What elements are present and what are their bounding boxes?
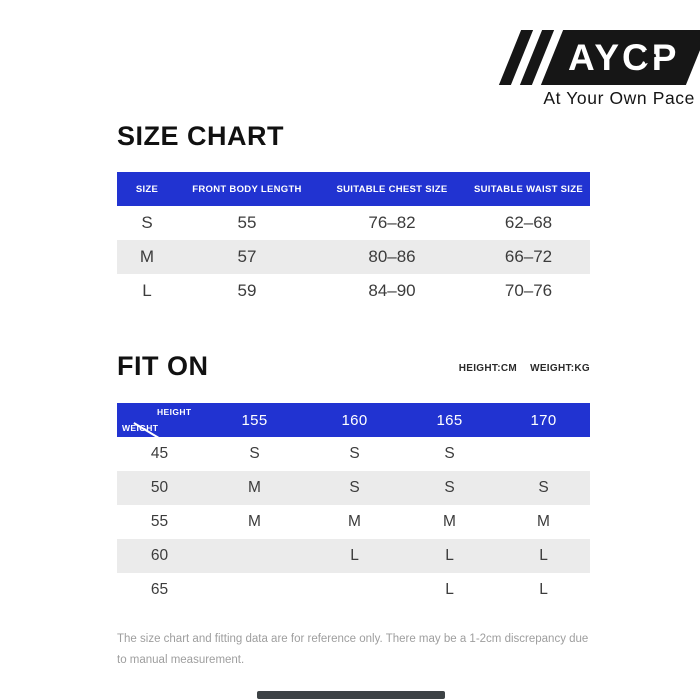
fit-size: M <box>248 513 261 530</box>
fit-size: S <box>349 445 360 462</box>
length-value: 57 <box>237 247 257 266</box>
fit-size: S <box>249 445 260 462</box>
table-row <box>117 274 590 308</box>
weight-unit-label: WEIGHT:KG <box>530 363 590 374</box>
fit-size: L <box>539 547 548 564</box>
fit-size: L <box>445 581 454 598</box>
waist-value: 62–68 <box>504 213 553 232</box>
fit-size: S <box>538 479 549 496</box>
weight-label: 65 <box>150 581 169 598</box>
fit-size: M <box>248 479 261 496</box>
col-header-waist-size: SUITABLE WAIST SIZE <box>474 183 583 195</box>
table-row <box>117 505 590 539</box>
chest-value: 80–86 <box>368 247 416 266</box>
weight-label: 55 <box>150 513 169 530</box>
bottom-peek-bar <box>257 691 445 699</box>
logo-letter-p: P <box>651 37 679 78</box>
col-header-front-body-length: FRONT BODY LENGTH <box>192 183 302 195</box>
corner-height-label: HEIGHT <box>157 407 192 417</box>
disclaimer-line-1: The size chart and fitting data are for reference only. There may be a 1-2cm discrepancy due <box>117 633 589 645</box>
waist-value: 70–76 <box>504 281 553 300</box>
logo-wordmark-plate <box>540 30 700 85</box>
size-chart-title: SIZE CHART <box>117 121 284 151</box>
fit-on-table <box>117 403 590 607</box>
height-col-170: 170 <box>530 411 557 429</box>
chest-value: 76–82 <box>368 213 416 232</box>
table-row <box>117 573 590 607</box>
size-value: M <box>139 247 155 266</box>
fit-size: M <box>537 513 550 530</box>
size-value: S <box>141 213 153 232</box>
disclaimer-note <box>117 629 607 671</box>
corner-weight-label: WEIGHT <box>122 423 159 433</box>
fit-size: S <box>444 445 455 462</box>
size-value: L <box>142 281 152 300</box>
fit-size: M <box>443 513 456 530</box>
col-header-chest-size: SUITABLE CHEST SIZE <box>336 183 448 195</box>
length-value: 55 <box>237 213 257 232</box>
chest-value: 84–90 <box>368 281 416 300</box>
logo-letter-c: C <box>622 39 652 76</box>
fit-size: S <box>349 479 360 496</box>
disclaimer-line-2: to manual measurement. <box>117 654 245 666</box>
size-chart-table <box>117 172 590 308</box>
length-value: 59 <box>237 281 257 300</box>
weight-label: 50 <box>150 479 169 496</box>
table-row <box>117 240 590 274</box>
fit-size: S <box>444 479 455 496</box>
height-col-165: 165 <box>436 411 463 429</box>
table-row <box>117 206 590 240</box>
table-row <box>117 539 590 573</box>
brand-logo <box>510 30 697 85</box>
size-table-header-row <box>117 172 590 206</box>
units-note <box>117 363 590 374</box>
height-col-155: 155 <box>241 411 268 429</box>
fit-table-header-row <box>117 403 590 437</box>
fit-size: L <box>445 547 454 564</box>
height-unit-label: HEIGHT:CM <box>458 363 517 374</box>
brand-tagline: At Your Own Pace <box>543 88 695 108</box>
col-header-size: SIZE <box>135 183 159 195</box>
logo-letters-ay: AY <box>567 37 622 78</box>
fit-size: M <box>348 513 361 530</box>
height-weight-corner-cell <box>117 403 202 437</box>
waist-value: 66–72 <box>504 247 553 266</box>
fit-size: L <box>539 581 548 598</box>
height-col-160: 160 <box>341 411 368 429</box>
table-row <box>117 437 590 471</box>
weight-label: 45 <box>150 445 169 462</box>
weight-label: 60 <box>150 547 169 564</box>
fit-size: L <box>350 547 359 564</box>
fit-on-title: FIT ON <box>117 351 209 381</box>
table-row <box>117 471 590 505</box>
logo-wordmark <box>568 39 679 76</box>
